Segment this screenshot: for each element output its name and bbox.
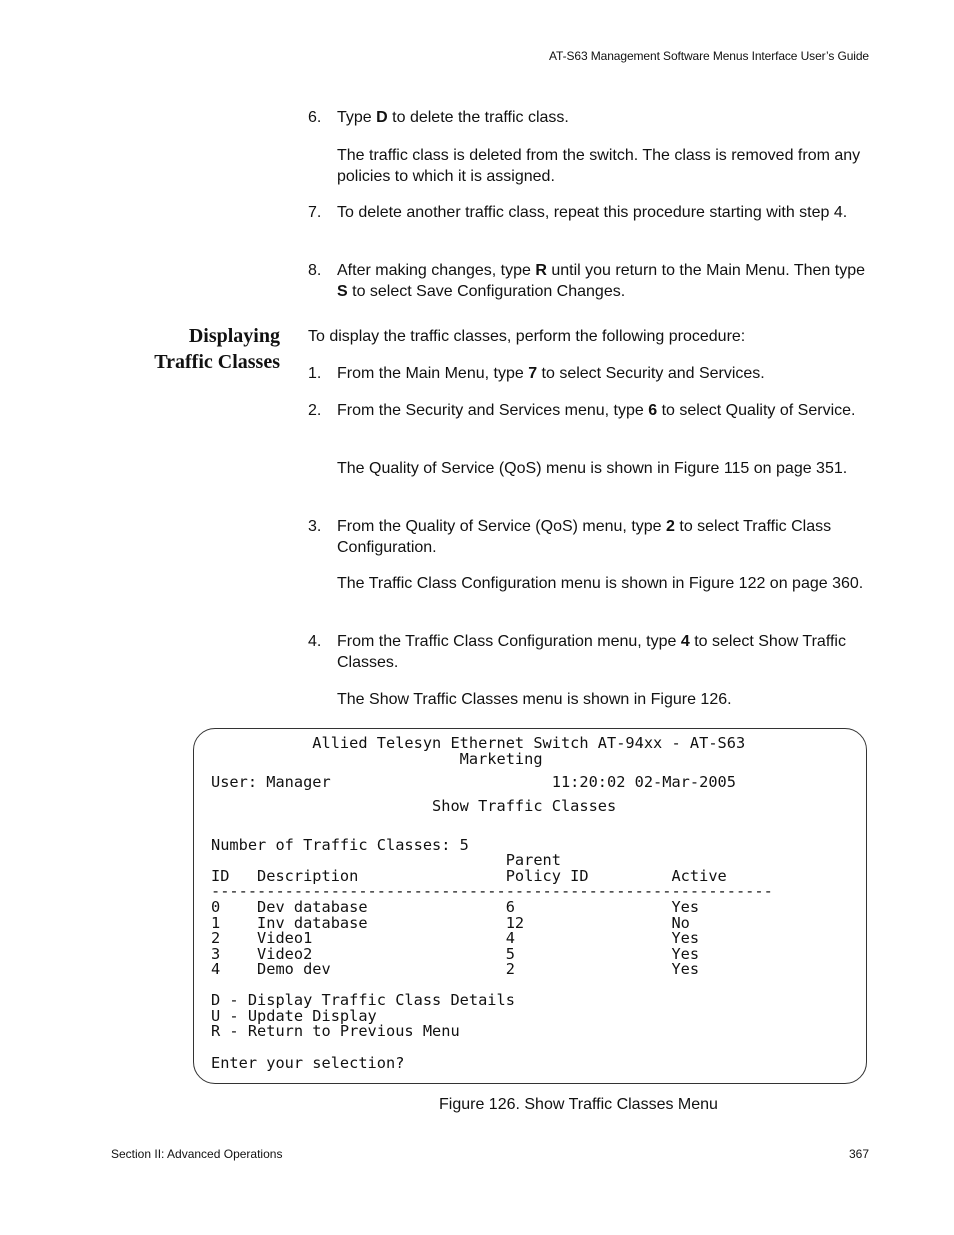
step-text: To delete another traffic class, repeat this procedure starting with step 4. — [337, 204, 848, 221]
key-text: 6 — [648, 402, 658, 419]
figure-caption: Figure 126. Show Traffic Classes Menu — [439, 1096, 718, 1113]
step-2-note: The Quality of Service (QoS) menu is shown in Figure 115 on page 351. — [337, 460, 848, 477]
terminal-table-rows: 0 Dev database 6 Yes 1 Inv database 12 No 2 Video1 4 Yes 3 Video2 5 Yes 4 Demo dev 2 Yes — [211, 898, 700, 979]
terminal-count-line: Number of Traffic Classes: 5 — [211, 836, 469, 854]
step-number: 2. — [308, 402, 322, 419]
step-text: Type D to delete the traffic class. — [337, 109, 569, 126]
step-number: 1. — [308, 365, 322, 382]
step-text: From the Quality of Service (QoS) menu, type 2 to select Traffic Class Configuration. — [337, 518, 832, 556]
step-7 — [308, 202, 868, 223]
terminal-screen — [193, 728, 867, 1084]
section-intro: To display the traffic classes, perform the following procedure: — [308, 328, 746, 345]
key-text: D — [376, 109, 388, 126]
terminal-options: D - Display Traffic Class Details U - Update Display R - Return to Previous Menu — [211, 991, 515, 1041]
terminal-prompt: Enter your selection? — [211, 1054, 405, 1072]
step-text: From the Main Menu, type 7 to select Security and Services. — [337, 365, 765, 382]
step-2 — [308, 400, 868, 421]
terminal-divider: ------------------------------------------------------------- — [211, 882, 773, 900]
key-text: 2 — [666, 518, 675, 535]
terminal-user-line: User: Manager 11:20:02 02-Mar-2005 — [211, 773, 736, 791]
step-6 — [308, 107, 868, 128]
terminal-screen-title: Show Traffic Classes — [211, 797, 617, 815]
step-3 — [308, 516, 868, 558]
page-header: AT-S63 Management Software Menus Interface User’s Guide — [549, 49, 869, 63]
step-4 — [308, 631, 868, 673]
section-heading: Displaying Traffic Classes — [154, 325, 280, 373]
step-4-note: The Show Traffic Classes menu is shown in Figure 126. — [337, 691, 732, 708]
step-number: 3. — [308, 518, 322, 535]
step-1 — [308, 363, 868, 384]
footer-section: Section II: Advanced Operations — [111, 1147, 283, 1161]
step-text: From the Security and Services menu, type 6 to select Quality of Service. — [337, 402, 856, 419]
step-number: 7. — [308, 204, 322, 221]
terminal-header: Allied Telesyn Ethernet Switch AT-94xx - AT-S63 Marketing — [312, 734, 746, 768]
key-text: 4 — [680, 633, 690, 650]
key-text: R — [535, 262, 547, 279]
key-text: S — [337, 283, 348, 300]
step-number: 6. — [308, 109, 322, 126]
step-6-note: The traffic class is deleted from the switch. The class is removed from any policies to which it is assigned. — [337, 147, 861, 185]
step-text: After making changes, type R until you return to the Main Menu. Then type S to select Save Configuration Changes. — [337, 262, 865, 300]
step-number: 4. — [308, 633, 322, 650]
page-number: 367 — [849, 1147, 870, 1161]
step-3-note: The Traffic Class Configuration menu is shown in Figure 122 on page 360. — [337, 575, 864, 592]
step-number: 8. — [308, 262, 322, 279]
key-text: 7 — [528, 365, 538, 382]
step-8 — [308, 260, 868, 302]
terminal-table-header: Parent ID Description Policy ID Active — [211, 851, 727, 885]
step-text: From the Traffic Class Configuration menu, type 4 to select Show Traffic Classes. — [337, 633, 846, 671]
